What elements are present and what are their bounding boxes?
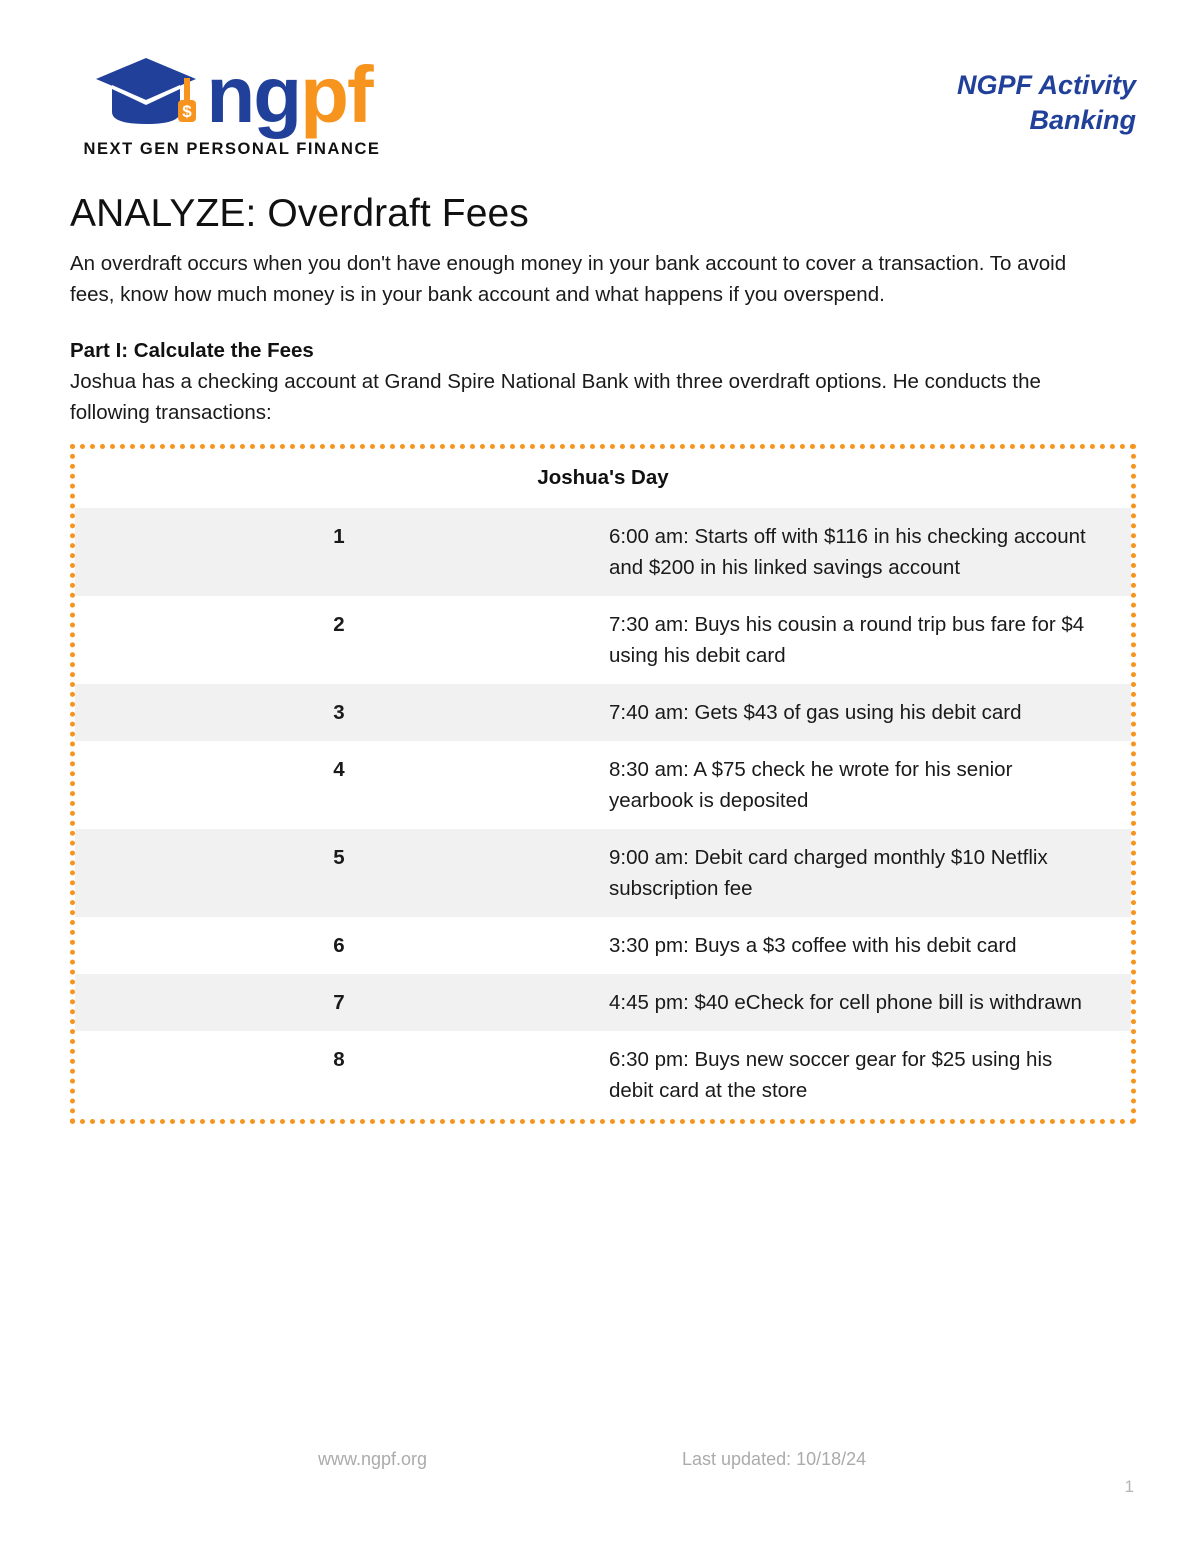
document-content	[70, 190, 1136, 1124]
row-number: 7	[75, 974, 603, 1031]
joshuas-day-table	[75, 449, 1131, 1119]
row-description: 8:30 am: A $75 check he wrote for his senior yearbook is deposited	[603, 741, 1131, 829]
footer-last-updated: Last updated: 10/18/24	[682, 1449, 867, 1469]
table-title: Joshua's Day	[75, 449, 1131, 508]
row-description: 6:00 am: Starts off with $116 in his checking account and $200 in his linked savings account	[603, 508, 1131, 596]
row-description: 9:00 am: Debit card charged monthly $10 Netflix subscription fee	[603, 829, 1131, 917]
logo-wordmark-pf: pf	[300, 50, 372, 139]
row-number: 8	[75, 1031, 603, 1119]
table-body	[75, 508, 1131, 1119]
table-row	[75, 974, 1131, 1031]
activity-label-line2: Banking	[1029, 105, 1136, 135]
table-row	[75, 917, 1131, 974]
row-number: 1	[75, 508, 603, 596]
row-description: 7:40 am: Gets $43 of gas using his debit card	[603, 684, 1131, 741]
logo-tagline: NEXT GEN PERSONAL FINANCE	[83, 140, 381, 158]
row-number: 5	[75, 829, 603, 917]
table-row	[75, 596, 1131, 684]
row-number: 2	[75, 596, 603, 684]
table-row	[75, 1031, 1131, 1119]
row-number: 4	[75, 741, 603, 829]
row-number: 3	[75, 684, 603, 741]
table-row	[75, 508, 1131, 596]
svg-text:$: $	[182, 102, 193, 121]
activity-label	[957, 46, 1136, 138]
row-description: 3:30 pm: Buys a $3 coffee with his debit card	[603, 917, 1131, 974]
row-number: 6	[75, 917, 603, 974]
page-title: ANALYZE: Overdraft Fees	[70, 192, 529, 235]
part-one-heading: Part I: Calculate the Fees	[70, 339, 314, 362]
row-description: 4:45 pm: $40 eCheck for cell phone bill is withdrawn	[603, 974, 1131, 1031]
part-one-intro: Joshua has a checking account at Grand Spire National Bank with three overdraft options. He conducts the following transactions:	[70, 370, 1041, 424]
joshuas-day-table-container	[70, 444, 1136, 1124]
document-header	[72, 46, 1136, 176]
table-row	[75, 741, 1131, 829]
graduation-cap-icon	[92, 52, 200, 132]
intro-paragraph: An overdraft occurs when you don't have enough money in your bank account to cover a transaction. To avoid fees, know how much money is in your bank account and what happens if you overspend.	[70, 252, 1067, 306]
logo-row	[92, 46, 372, 139]
logo-wordmark-ng: ng	[206, 50, 301, 139]
row-description: 7:30 am: Buys his cousin a round trip bus fare for $4 using his debit card	[603, 596, 1131, 684]
row-description: 6:30 pm: Buys new soccer gear for $25 using his debit card at the store	[603, 1031, 1131, 1119]
activity-label-line1: NGPF Activity	[956, 70, 1136, 100]
ngpf-logo	[72, 46, 392, 159]
page-number: 1	[1124, 1477, 1134, 1496]
document-footer	[0, 1449, 1200, 1509]
footer-website-url: www.ngpf.org	[318, 1449, 428, 1469]
table-header-row	[75, 449, 1131, 508]
table-row	[75, 829, 1131, 917]
table-row	[75, 684, 1131, 741]
logo-wordmark	[206, 50, 372, 139]
